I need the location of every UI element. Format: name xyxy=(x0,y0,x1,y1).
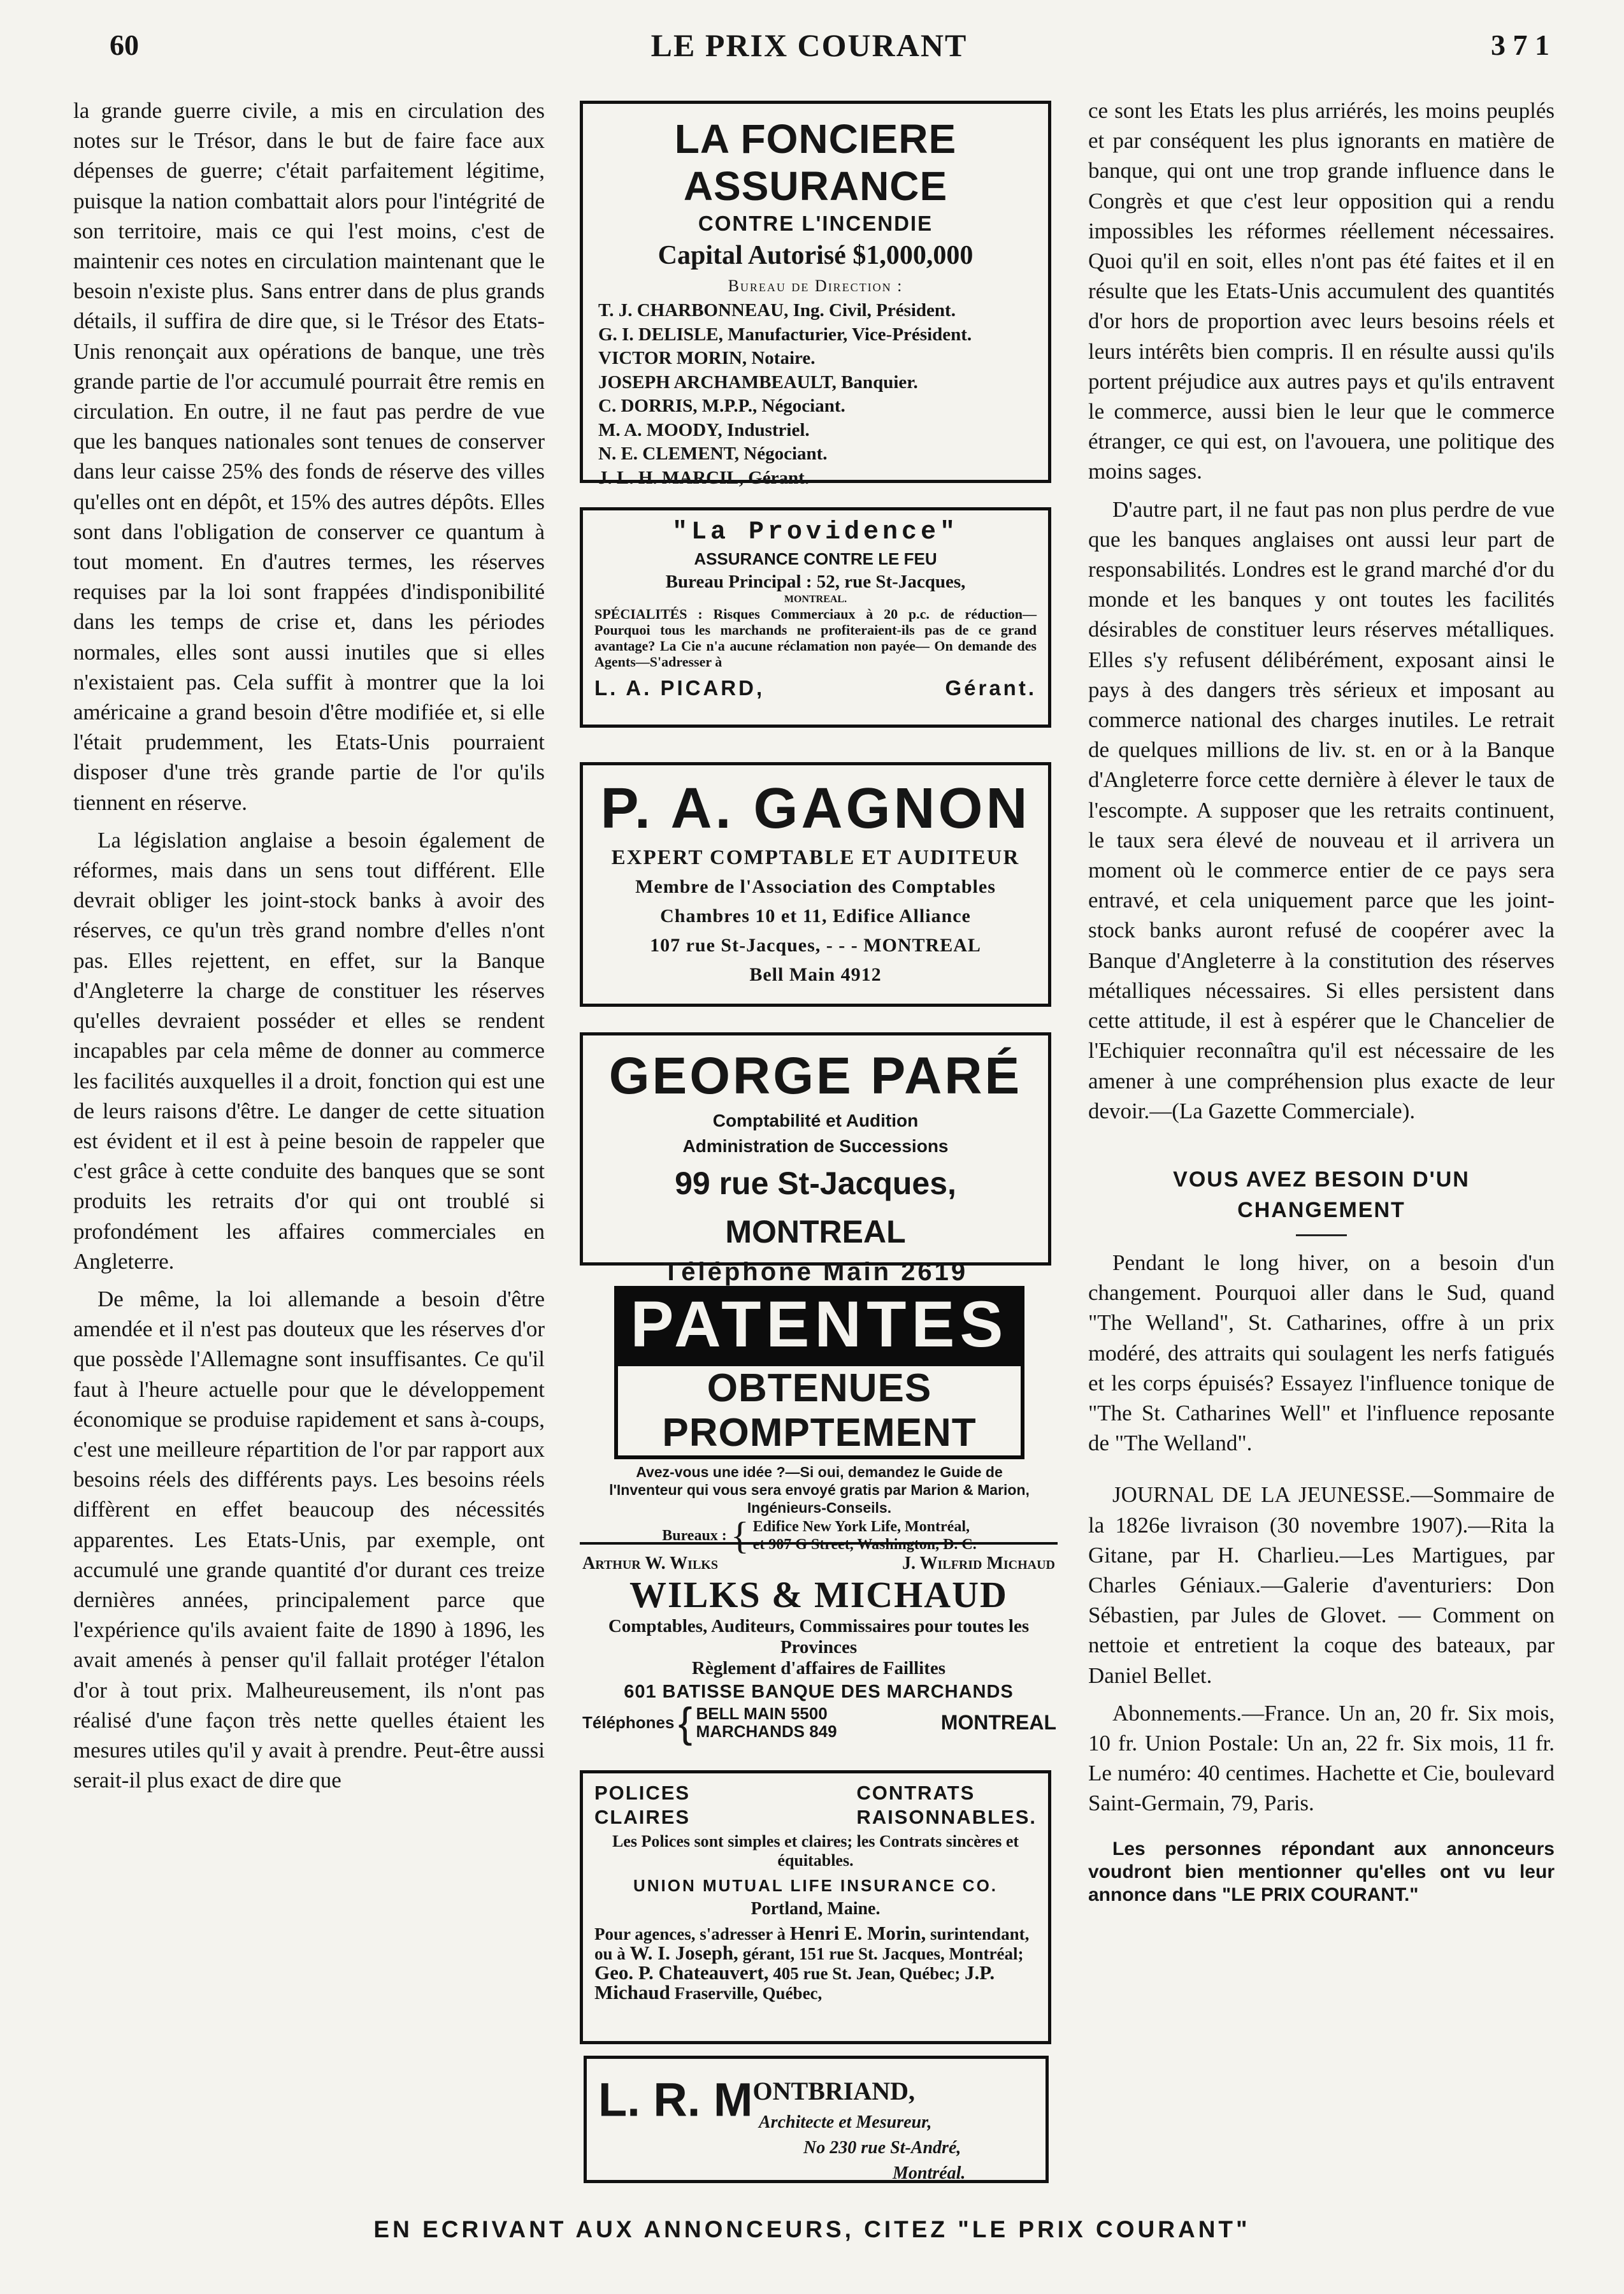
member-line: N. E. CLEMENT, Négociant. xyxy=(598,444,828,464)
ad-address: 99 rue St-Jacques, MONTREAL xyxy=(675,1165,956,1250)
heading-right xyxy=(856,1781,1037,1829)
ad-patentes xyxy=(607,1286,1032,1557)
ad-montbriand xyxy=(584,2056,1049,2183)
ad-text: Les Polices sont simples et claires; les Contrats sincères et équitables. xyxy=(612,1832,1019,1870)
ad-line: Montréal. xyxy=(893,2163,966,2183)
right-column xyxy=(1088,96,1555,1907)
partner-name: J. Wilfrid Michaud xyxy=(902,1554,1055,1573)
member-line: C. DORRIS, M.P.P., Négociant. xyxy=(598,396,845,416)
ad-la-providence xyxy=(580,507,1051,728)
article-paragraph: la grande guerre civile, a mis en circulation des notes sur le Trésor, dans le but de faire face aux dépenses de guerre; c'était parfaitement légitime, puisque la nation combattait alors pour l'intégrité de son territoire, mais ce qui l'est moins, c'est de maintenir ces notes en circulation maintenant que le besoin n'existe plus. Sans entrer dans de plus grands détails, il suffira de dire que, si le Trésor des Etats-Unis renonçait aux opérations de banque, une très grande partie de l'or accumulé pourrait être remis en circulation. En outre, il ne faut pas perdre de vue que les banques nationales sont tenues de conserver dans leur caisse 25% des fonds de réserve des villes qu'elles ont en dépôt, et 15% des autres dépôts. Elles sont dans l'obligation de conserver ce quantum à tout moment. En d'autres termes, les réserves requises par la loi sont frappées d'indisponibilité dans les temps de crise et, dans les périodes normales, elles sont aussi inutiles que si elles n'existaient pas. Cela suffit à montrer que la loi américaine a grand besoin d'être modifiée et, si elle l'était prudemment, les Etats-Unis pourraient disposer d'une très grande partie de l'or qu'ils tiennent en réserve. xyxy=(73,98,545,815)
ad-city: Portland, Maine. xyxy=(751,1899,880,1919)
ad-title: PATENTES xyxy=(614,1286,1024,1362)
ad-partner-names xyxy=(580,1554,1058,1574)
ad-fonciere-assurance xyxy=(580,101,1051,488)
telephone-line: BELL MAIN 5500 xyxy=(696,1704,828,1723)
ad-headings xyxy=(594,1781,1037,1829)
advertiser-notice: Les personnes répondant aux annonceurs voudront bien mentionner qu'elles ont vu leur annonce dans "LE PRIX COURANT." xyxy=(1088,1838,1555,1905)
ad-lines xyxy=(759,2110,965,2186)
section-divider xyxy=(1296,1234,1347,1236)
ad-line: Règlement d'affaires de Faillites xyxy=(691,1658,946,1678)
logo-initials: L. R. M xyxy=(598,2073,753,2126)
agents-text: gérant, 151 rue St. Jacques, Montréal; xyxy=(742,1944,1024,1963)
partner-name: Arthur W. Wilks xyxy=(582,1554,718,1573)
ad-line: Comptabilité et Audition xyxy=(712,1111,919,1130)
ad-line: Architecte et Mesureur, xyxy=(759,2112,932,2132)
ad-line: EXPERT COMPTABLE ET AUDITEUR xyxy=(611,846,1020,869)
article-paragraph: De même, la loi allemande a besoin d'être amendée et il n'est pas douteux que les réserves d'or que possède l'Allemagne sont insuffisantes. Ce qu'il faut à l'heure actuelle pour que le développement économique se produise rapidement et sans à-coups, c'est une meilleure répartition de l'or par rapport aux besoins réels des différents pays. Les besoins réels diffèrent en effet beaucoup des nécessités apparentes. Les Etats-Unis, par exemple, ont accumulé une grande quantité d'or durant ces treize dernières années, principalement parce que l'expérience qu'ils avaient faite de 1890 à 1896, les avait amenés à penser qu'il fallait protéger l'étalon d'or à tout prix. Malheureusement, ils n'ont pas réalisé d'une façon très nette quelles étaient les mesures utiles qu'il y avait à prendre. Peut-être aussi serait-il plus exact de dire que xyxy=(73,1286,545,1793)
member-line: T. J. CHARBONNEAU, Ing. Civil, Président. xyxy=(598,300,956,321)
ad-wilks-michaud xyxy=(580,1542,1058,1759)
agent-name: W. I. Joseph, xyxy=(629,1942,738,1964)
ad-agents xyxy=(594,1924,1037,2003)
agent-role: Gérant. xyxy=(945,676,1037,700)
ad-company: UNION MUTUAL LIFE INSURANCE CO. xyxy=(633,1876,998,1895)
member-line: JOSEPH ARCHAMBEAULT, Banquier. xyxy=(598,372,918,393)
heading-left xyxy=(594,1781,690,1829)
ad-line: Membre de l'Association des Comptables xyxy=(635,876,996,897)
heading-line: CONTRATS xyxy=(856,1782,975,1804)
telephone-line: MARCHANDS 849 xyxy=(696,1722,837,1741)
ad-pa-gagnon xyxy=(580,762,1051,1007)
heading-line: POLICES xyxy=(594,1782,691,1804)
journal-paragraph: JOURNAL DE LA JEUNESSE.—Sommaire de la 1826e livraison (30 novembre 1907).—Rita la Gitane, par H. Charlieu.—Les Martigues, par Charles Géniaux.—Galerie d'aventuriers: Don Sébastien, par Jules de Glovet. — Comment on nettoie et entretient la coque des bateaux, par Daniel Bellet. xyxy=(1088,1482,1555,1688)
agents-text: Fraserville, Québec, xyxy=(674,1984,823,2003)
bureaux-label: Bureaux : xyxy=(662,1527,727,1544)
page-stamp: 3 7 1 xyxy=(1491,29,1549,61)
member-line: J. L. H. MARCIL, Gérant. xyxy=(598,467,810,488)
ad-bureau-heading: Bureau de Direction : xyxy=(728,277,903,295)
ad-members-list xyxy=(592,299,1039,490)
heading-line: RAISONNABLES. xyxy=(856,1806,1037,1828)
ad-city: MONTREAL. xyxy=(784,594,847,605)
ad-telephones xyxy=(580,1699,1058,1746)
left-column xyxy=(73,96,545,1803)
agents-text: Pour agences, s'adresser à xyxy=(594,1924,786,1944)
agent-name: Geo. P. Chateauvert, xyxy=(594,1961,769,1984)
heading-line: CLAIRES xyxy=(594,1806,691,1828)
ad-union-mutual xyxy=(580,1770,1051,2044)
ad-title: "La Providence" xyxy=(672,518,959,547)
ad-line: Bell Main 4912 xyxy=(749,964,882,985)
agent-name: J.P. Michaud xyxy=(594,1961,995,2003)
telephone-list xyxy=(696,1705,837,1740)
ad-telephone: Téléphone Main 2619 xyxy=(663,1258,968,1286)
ad-subtitle: ASSURANCE CONTRE LE FEU xyxy=(694,549,937,568)
ad-line: Comptables, Auditeurs, Commissaires pour toutes les Provinces xyxy=(608,1616,1030,1657)
ad-address: Bureau Principal : 52, rue St-Jacques, xyxy=(665,572,966,592)
ad-address: 601 BATISSE BANQUE DES MARCHANDS xyxy=(624,1682,1014,1702)
ad-line: Administration de Successions xyxy=(682,1136,949,1156)
bureau-line: et 907 G Street, Washington, D. C. xyxy=(752,1536,977,1553)
telephones-label: Téléphones xyxy=(582,1713,675,1732)
agents-text: 405 rue St. Jean, Québec; xyxy=(773,1964,961,1983)
ad-subtitle: OBTENUES PROMPTEMENT xyxy=(614,1362,1024,1459)
ad-title: P. A. GAGNON xyxy=(600,777,1031,840)
article-paragraph: La législation anglaise a besoin également de réformes, mais dans un sens tout différent. Elle devrait obliger les joint-stock banks à avoir des réserves, ce qu'un très grand nombre d'elles n'ont pas. Elles rejettent, en effet, sur la Banque d'Angleterre la charge de constituer les réserves qu'elles devraient posséder et elles se rendent incapables par cela même de donner au commerce les facilités auxquelles il a droit, fonction qui est une de leurs raisons d'être. Le danger de cette situation est évident et il est à peine besoin de rappeler que c'est grâce à cette conduite des banques que se sont produits les retraits d'or qui ont troublé si profondément les affaires commerciales en Angleterre. xyxy=(73,827,545,1274)
member-line: G. I. DELISLE, Manufacturier, Vice-Président. xyxy=(598,324,972,345)
ad-line: No 230 rue St-André, xyxy=(803,2138,961,2158)
ad-title: WILKS & MICHAUD xyxy=(629,1574,1008,1615)
article-paragraph: ce sont les Etats les plus arriérés, les moins peuplés et par conséquent les plus ignorants en matière de banque, qui ont une trop grande influence dans le Congrès et que c'est leur opposition qui a rendu impossibles les réformes réellement nécessaires. Quoi qu'il en soit, elles n'ont pas été faites et il en résulte que les Etats-Unis accumulent des quantités d'or hors de proportion avec leurs besoins réels et leurs intérêts bien compris. Il en résulte aussi qu'ils portent préjudice aux autres pays et qu'ils entravent le commerce, aussi bien le leur que le commerce étranger, ce qui est, on l'avouera, une politique des moins sages. xyxy=(1088,98,1555,484)
ad-signature xyxy=(594,676,1037,700)
page-number: 60 xyxy=(110,29,139,61)
running-title: LE PRIX COURANT xyxy=(650,27,968,63)
ad-line: Chambres 10 et 11, Edifice Alliance xyxy=(660,905,971,927)
section-paragraph: Pendant le long hiver, on a besoin d'un changement. Pourquoi aller dans le Sud, quand "The Welland", St. Catharines, offre à un prix modéré, des attraits qui soulagent les nerfs fatigués et les corps épuisés? Essayez l'influence tonique de "The St. Catharines Well" et l'influence reposante de "The Welland". xyxy=(1088,1250,1555,1456)
member-line: M. A. MOODY, Industriel. xyxy=(598,419,810,440)
specialites-label: SPÉCIALITÉS : xyxy=(594,606,703,622)
member-line: VICTOR MORIN, Notaire. xyxy=(598,348,816,368)
agent-name: Henri E. Morin, xyxy=(789,1922,926,1944)
page-footer: EN ECRIVANT AUX ANNONCEURS, CITEZ "LE PRIX COURANT" xyxy=(373,2216,1251,2242)
article-paragraph: D'autre part, il ne faut pas non plus perdre de vue que les banques anglaises ont aussi leur part de responsabilités. Londres est le grand marché d'or du monde et les banques y ont toutes les facilités désirables de constituer leurs réserves métalliques. Elles s'y refusent délibérément, exposant ainsi le pays à des dangers très sérieux et imposant au commerce national des charges inutiles. Le retrait de quelques millions de liv. st. en or à la Banque d'Angleterre force cette dernière à élever le taux de l'escompte. A supposer que les retraits continuent, le taux sera élevé de nouveau et il arrivera un moment où le commerce entier de ce pays sera entravé, et cela uniquement parce que les joint-stock banks auront refusé de coopérer avec la Banque d'Angleterre à la constitution des réserves métalliques nécessaires. Si elles persistent dans cette attitude, il est à espérer que le Chancelier de l'Echiquier reconnaîtra qu'il est nécessaire de les amener à une compréhension plus exacte de leur devoir.—(La Gazette Commerciale). xyxy=(1088,496,1555,1123)
specialites-text: Risques Commerciaux à 20 p.c. de réduction— Pourquoi tous les marchands ne profiteraient-ils pas de ce grand avantage? La Cie n'a aucune réclamation non payée— On demande des Agents—S'adresser à xyxy=(594,606,1037,670)
bureau-line: Edifice New York Life, Montréal, xyxy=(752,1519,970,1535)
ad-title: LA FONCIERE ASSURANCE xyxy=(674,116,957,209)
journal-subscription: Abonnements.—France. Un an, 20 fr. Six mois, 10 fr. Union Postale: Un an, 22 fr. Six mois, 11 fr. Le numéro: 40 centimes. Hachette et Cie, boulevard Saint-Germain, 79, Paris. xyxy=(1088,1700,1555,1816)
ad-subtitle: CONTRE L'INCENDIE xyxy=(698,212,933,235)
brace-icon: { xyxy=(730,1515,749,1557)
ad-line: 107 rue St-Jacques, - - - MONTREAL xyxy=(650,935,981,956)
ad-specialites xyxy=(594,606,1037,670)
brace-icon: { xyxy=(678,1699,693,1746)
agent-name: L. A. PICARD, xyxy=(594,676,765,700)
logo-rest: ONTBRIAND, xyxy=(752,2077,916,2105)
ad-george-pare xyxy=(580,1032,1051,1286)
ad-city: MONTREAL xyxy=(940,1711,1056,1734)
agents-text: surintendant, ou à xyxy=(594,1924,1030,1963)
page-header xyxy=(0,23,1624,68)
ad-text: Avez-vous une idée ?—Si oui, demandez le Guide de l'Inventeur qui vous sera envoyé gratis par Marion & Marion, Ingénieurs-Conseils. xyxy=(609,1464,1030,1516)
ad-title: GEORGE PARÉ xyxy=(608,1047,1023,1105)
section-title: VOUS AVEZ BESOIN D'UN CHANGEMENT xyxy=(1173,1167,1470,1222)
ad-capital: Capital Autorisé $1,000,000 xyxy=(658,241,974,270)
